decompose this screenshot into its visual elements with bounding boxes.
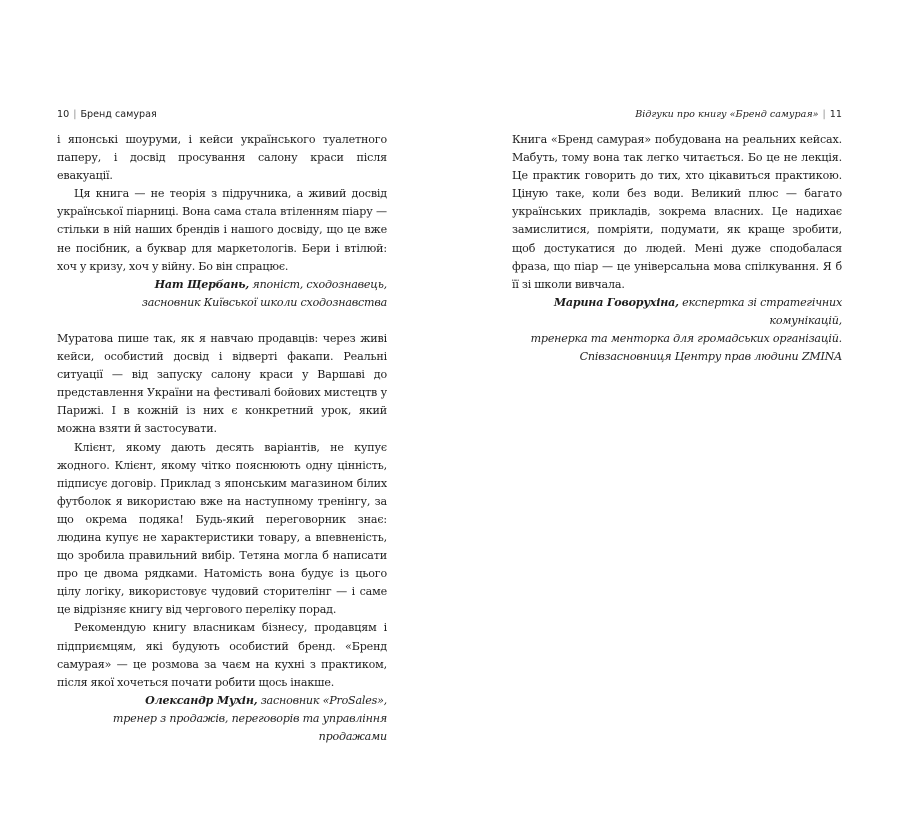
section-gap bbox=[57, 312, 387, 330]
reviewer-name: Нат Щербань, bbox=[154, 277, 250, 291]
reviewer-name: Олександр Мухін, bbox=[145, 693, 258, 707]
reviewer-role: японіст, сходознавець, bbox=[249, 277, 387, 291]
paragraph: Рекомендую книгу власникам бізнесу, продавцям і підприємцям, які будують особистий бренд. «Бренд самурая» — це розмова за чаєм на кухні з практиком, після якої хочеться почати робити щось інакше. bbox=[57, 621, 387, 689]
reviewer-role: засновник «ProSales», bbox=[257, 693, 387, 707]
reviewer-role: експертка зі стратегічних комунікацій, bbox=[678, 295, 842, 327]
review-attribution bbox=[57, 692, 387, 710]
paragraph: Книга «Бренд самурая» побудована на реальних кейсах. Мабуть, тому вона так легко читається. Бо це не лекція. Це практик говорить до тих, хто цікавиться практикою. Ціную таке, коли без води. Великий плюс — багато українських прикладів, зокрема власних. Це надихає замислитися, помріяти, подумати, як краще зробити, щоб достукатися до людей. Мені дуже сподобалася фраза, що піар — це універсальна мова спілкування. Я б її зі школи вивчала. bbox=[512, 133, 842, 291]
reviewer-role-line: засновник Київської школи сходознавства bbox=[141, 295, 387, 309]
paragraph: Ця книга — не теорія з підручника, а живий досвід української піарниці. Вона сама стала втіленням піару — стільки в ній наших брендів і нашого досвіду, що це вже не посібник, а буквар для маркетологів. Бери і втілюй: хоч у кризу, хоч у війну. Бо він спрацює. bbox=[57, 187, 387, 273]
separator: | bbox=[73, 109, 77, 120]
paragraph: Муратова пише так, як я навчаю продавців: через живі кейси, особистий досвід і відверті факапи. Реальні ситуації — від запуску салону краси у Варшаві до представлення України на фестивалі бойових мистецтв у Парижі. І в кожній із них є конкретний урок, який можна взяти й застосувати. bbox=[57, 331, 387, 436]
running-head-title: Бренд самурая bbox=[80, 109, 157, 120]
page-number: 10 bbox=[57, 109, 70, 120]
running-head-right bbox=[512, 109, 842, 121]
reviewer-name: Марина Говорухіна, bbox=[553, 295, 679, 309]
reviewer-role-line: тренер з продажів, переговорів та управління продажами bbox=[112, 711, 387, 743]
right-page-body bbox=[512, 131, 842, 366]
running-head-title: Відгуки про книгу «Бренд самурая» bbox=[635, 109, 819, 120]
running-head-left bbox=[57, 109, 387, 121]
reviewer-role-line: тренерка та менторка для громадських організацій. bbox=[530, 332, 842, 346]
review-attribution bbox=[512, 294, 842, 330]
page-number: 11 bbox=[829, 109, 842, 120]
paragraph: Клієнт, якому дають десять варіантів, не купує жодного. Клієнт, якому чітко пояснюють одну цінність, підписує договір. Приклад з японським магазином білих футболок я використаю вже на наступному тренінгу, за що окрема подяка! Будь-який переговорник знає: людина купує не характеристики товару, а впевненість, що зробила правильний вибір. Тетяна могла б написати про це двома рядками. Натомість вона будує із цього цілу логіку, використовує чудовий сторителінг — і саме це відрізняє книгу від чергового переліку порад. bbox=[57, 440, 387, 617]
reviewer-role-line: Співзасновниця Центру прав людини ZMINA bbox=[579, 350, 842, 364]
left-page-body bbox=[57, 131, 387, 746]
review-attribution bbox=[57, 276, 387, 294]
separator: | bbox=[822, 109, 826, 120]
paragraph: і японські шоуруми, і кейси українського туалетного паперу, і досвід просування салону краси після евакуації. bbox=[57, 133, 387, 183]
